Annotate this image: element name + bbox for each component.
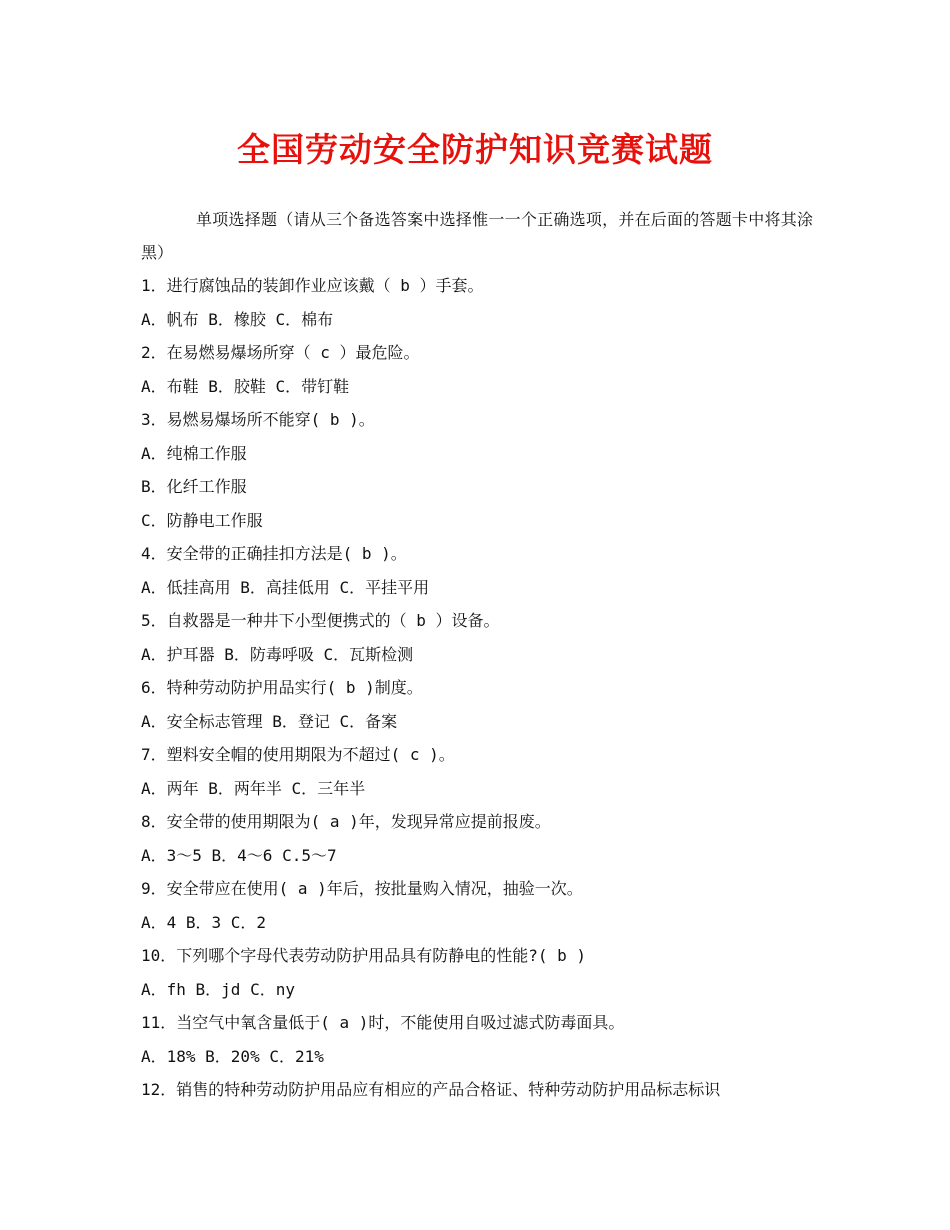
question-6: 6．特种劳动防护用品实行( b )制度。	[141, 678, 423, 697]
section-intro: 单项选择题（请从三个备选答案中选择惟一一个正确选项，并在后面的答题卡中将其涂黑）	[141, 210, 813, 262]
question-2: 2．在易燃易爆场所穿（ c ）最危险。	[141, 343, 420, 362]
question-10: 10．下列哪个字母代表劳动防护用品具有防静电的性能?( b )	[141, 946, 587, 965]
options-10: A．fh B．jd C．ny	[141, 979, 295, 999]
options-6: A．安全标志管理 B．登记 C．备案	[141, 711, 398, 731]
options-8: A．3～5 B．4～6 C.5～7	[141, 845, 337, 865]
options-11: A．18% B．20% C．21%	[141, 1046, 324, 1066]
question-12: 12．销售的特种劳动防护用品应有相应的产品合格证、特种劳动防护用品标志标识	[141, 1080, 721, 1099]
question-7: 7．塑料安全帽的使用期限为不超过( c )。	[141, 745, 455, 764]
options-4: A．低挂高用 B．高挂低用 C．平挂平用	[141, 577, 430, 597]
option-3a: A．纯棉工作服	[141, 443, 247, 463]
options-9: A．4 B．3 C．2	[141, 912, 267, 932]
options-1: A．帆布 B．橡胶 C．棉布	[141, 309, 334, 329]
question-4: 4．安全带的正确挂扣方法是( b )。	[141, 544, 407, 563]
option-3c: C．防静电工作服	[141, 510, 263, 530]
question-5: 5．自救器是一种井下小型便携式的（ b ）设备。	[141, 611, 500, 630]
question-1: 1．进行腐蚀品的装卸作业应该戴（ b ）手套。	[141, 276, 484, 295]
question-body	[141, 203, 813, 1107]
options-5: A．护耳器 B．防毒呼吸 C．瓦斯检测	[141, 644, 414, 664]
question-8: 8．安全带的使用期限为( a )年，发现异常应提前报废。	[141, 812, 551, 831]
question-11: 11．当空气中氧含量低于( a )时，不能使用自吸过滤式防毒面具。	[141, 1013, 625, 1032]
options-2: A．布鞋 B．胶鞋 C．带钉鞋	[141, 376, 350, 396]
options-7: A．两年 B．两年半 C．三年半	[141, 778, 366, 798]
page-title: 全国劳动安全防护知识竞赛试题	[237, 130, 713, 169]
option-3b: B．化纤工作服	[141, 477, 247, 496]
question-3: 3．易燃易爆场所不能穿( b )。	[141, 410, 375, 429]
question-9: 9．安全带应在使用( a )年后，按批量购入情况，抽验一次。	[141, 879, 583, 898]
